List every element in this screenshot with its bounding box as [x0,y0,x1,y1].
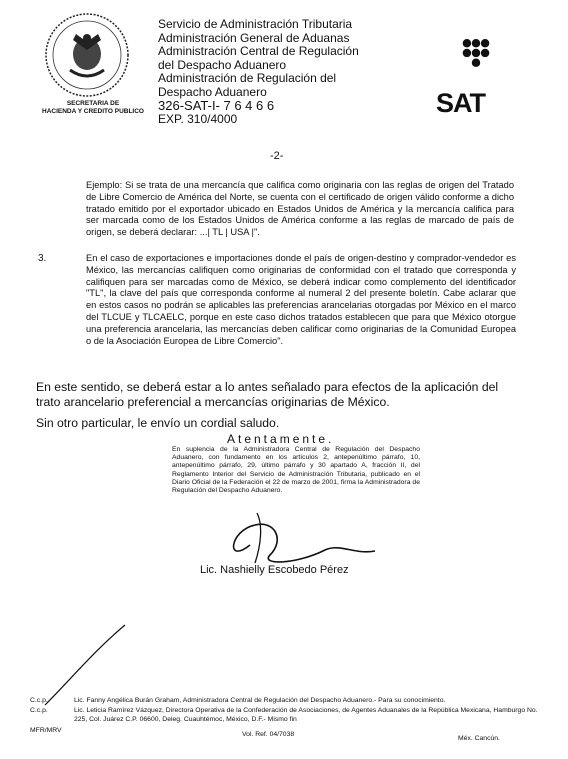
sat-logo-icon [436,38,516,90]
seal-label [28,100,158,116]
header-line: del Despacho Aduanero [158,57,287,72]
seal-label-line: HACIENDA Y CREDITO PUBLICO [42,108,144,115]
suplencia-text: En suplencia de la Administradora Central de Regulación del Despacho Aduanero, con fundamento en los artículos 2, antepenúltimo párrafo, 10, antepenúltimo párrafo, 29, último párrafo y 30 apartado A, fracción II, del Reglamento Interior del Servicio de Administración Tributaria, publicado en el Diario Oficial de la Federación el 22 de marzo de 2001, firma la Administradora de Regulación del Despacho Aduanero. [172,446,420,495]
carbon-copy-list [30,696,550,725]
page-number: -2- [270,150,284,162]
cc-label: C.c.p. [30,706,48,714]
cc-text: Lic. Leticia Ramírez Vázquez, Directora Operativa de la Confederación de Asociaciones, de Agentes Aduanales de la República Mexicana, Hamburgo No. 225, Col. Juárez C.P. 06600, Deleg. Cuauhtémoc, México, D.F.- Mismo fin [74,706,538,723]
atentamente-heading: Atentamente. [227,432,335,446]
file-number: EXP. 310/4000 [158,111,238,126]
coat-of-arms-seal [40,10,134,100]
closing-line: Sin otro particular, le envío un cordial saludo. [36,416,280,430]
body-paragraph: En este sentido, se deberá estar a lo antes señalado para efectos de la aplicación del trato arancelario preferencial a mercancías originarias de México. [36,380,499,409]
cc-entry [30,706,550,725]
signer-name: Lic. Nashielly Escobedo Pérez [200,564,349,576]
example-paragraph: Ejemplo: Si se trata de una mercancía que califica como originaria con las reglas de origen del Tratado de Libre Comercio de América del Norte, se cuenta con el certificado de origen válido conforme a dicho tratado emitido por el exportador ubicado en Estados Unidos de América y la mercancía califica para ser marcada como de los Estados Unidos de América conforme a las reglas de marcado de país de origen, se deberá declarar: ...| TL | USA |". [86,180,514,238]
letterhead [158,18,388,126]
cc-text: Lic. Fanny Angélica Burán Graham, Administradora Central de Regulación del Despacho Aduanero.- Para su conocimiento. [74,697,446,704]
header-line: Administración General de Aduanas [158,30,350,45]
cc-entry [30,696,550,706]
volume-reference: Vol. Ref. 04/7038 [242,731,295,738]
initials: MFR/MRV [30,727,62,734]
cc-label: C.c.p. [30,697,48,704]
header-line: Administración Central de Regulación [158,44,359,58]
seal-label-line: SECRETARIA DE [66,100,120,107]
header-line: Servicio de Administración Tributaria [158,17,353,31]
header-line: Administración de Regulación del [158,71,337,85]
document-number: 326-SAT-I- 7 6 4 6 6 [158,98,275,113]
item-text: En el caso de exportaciones e importaciones donde el país de origen-destino y comprador-vendedor es México, las mercancías califiquen como originarias de conformidad con el tratado que corresponda y califiquen para ser marcadas como de México, se deberá indicar como complemento del identificador "TL", la clave del país que corresponda conforme al numeral 2 del presente boletín. Cabe aclarar que en estos casos no podrán se aplicables las preferencias arancelarias otorgadas por México en el marco del TLCUE y TLCAELC, porque en este caso dichos tratados establecen que para que México otorgue una preferencia arancelaria, las mercancías deben calificar como originarias de la Comunidad Europea o de la Asociación Europea de Libre Comercio". [86,253,516,346]
header-line: Despacho Aduanero [158,84,267,99]
location-note: Méx. Cancún. [458,735,500,742]
sat-logo-text: SAT [436,88,485,118]
numbered-item-3: 3. En el caso de exportaciones e importaciones donde el país de origen-destino y comprador-vendedor es México, las mercancías califiquen como originarias de conformidad con el tratado que corresponda y califiquen para ser marcadas como de México, se deberá indicar como complemento del identificador "TL", la clave del país que corresponda conforme al numeral 2 del presente boletín. Cabe aclarar que en estos casos no podrán se aplicables las preferencias arancelarias otorgadas por México en el marco del TLCUE y TLCAELC, porque en este caso dichos tratados establecen que para que México otorgue una preferencia arancelaria, las mercancías deben calificar como originarias de la Comunidad Europea o de la Asociación Europea de Libre Comercio". [38,253,516,346]
